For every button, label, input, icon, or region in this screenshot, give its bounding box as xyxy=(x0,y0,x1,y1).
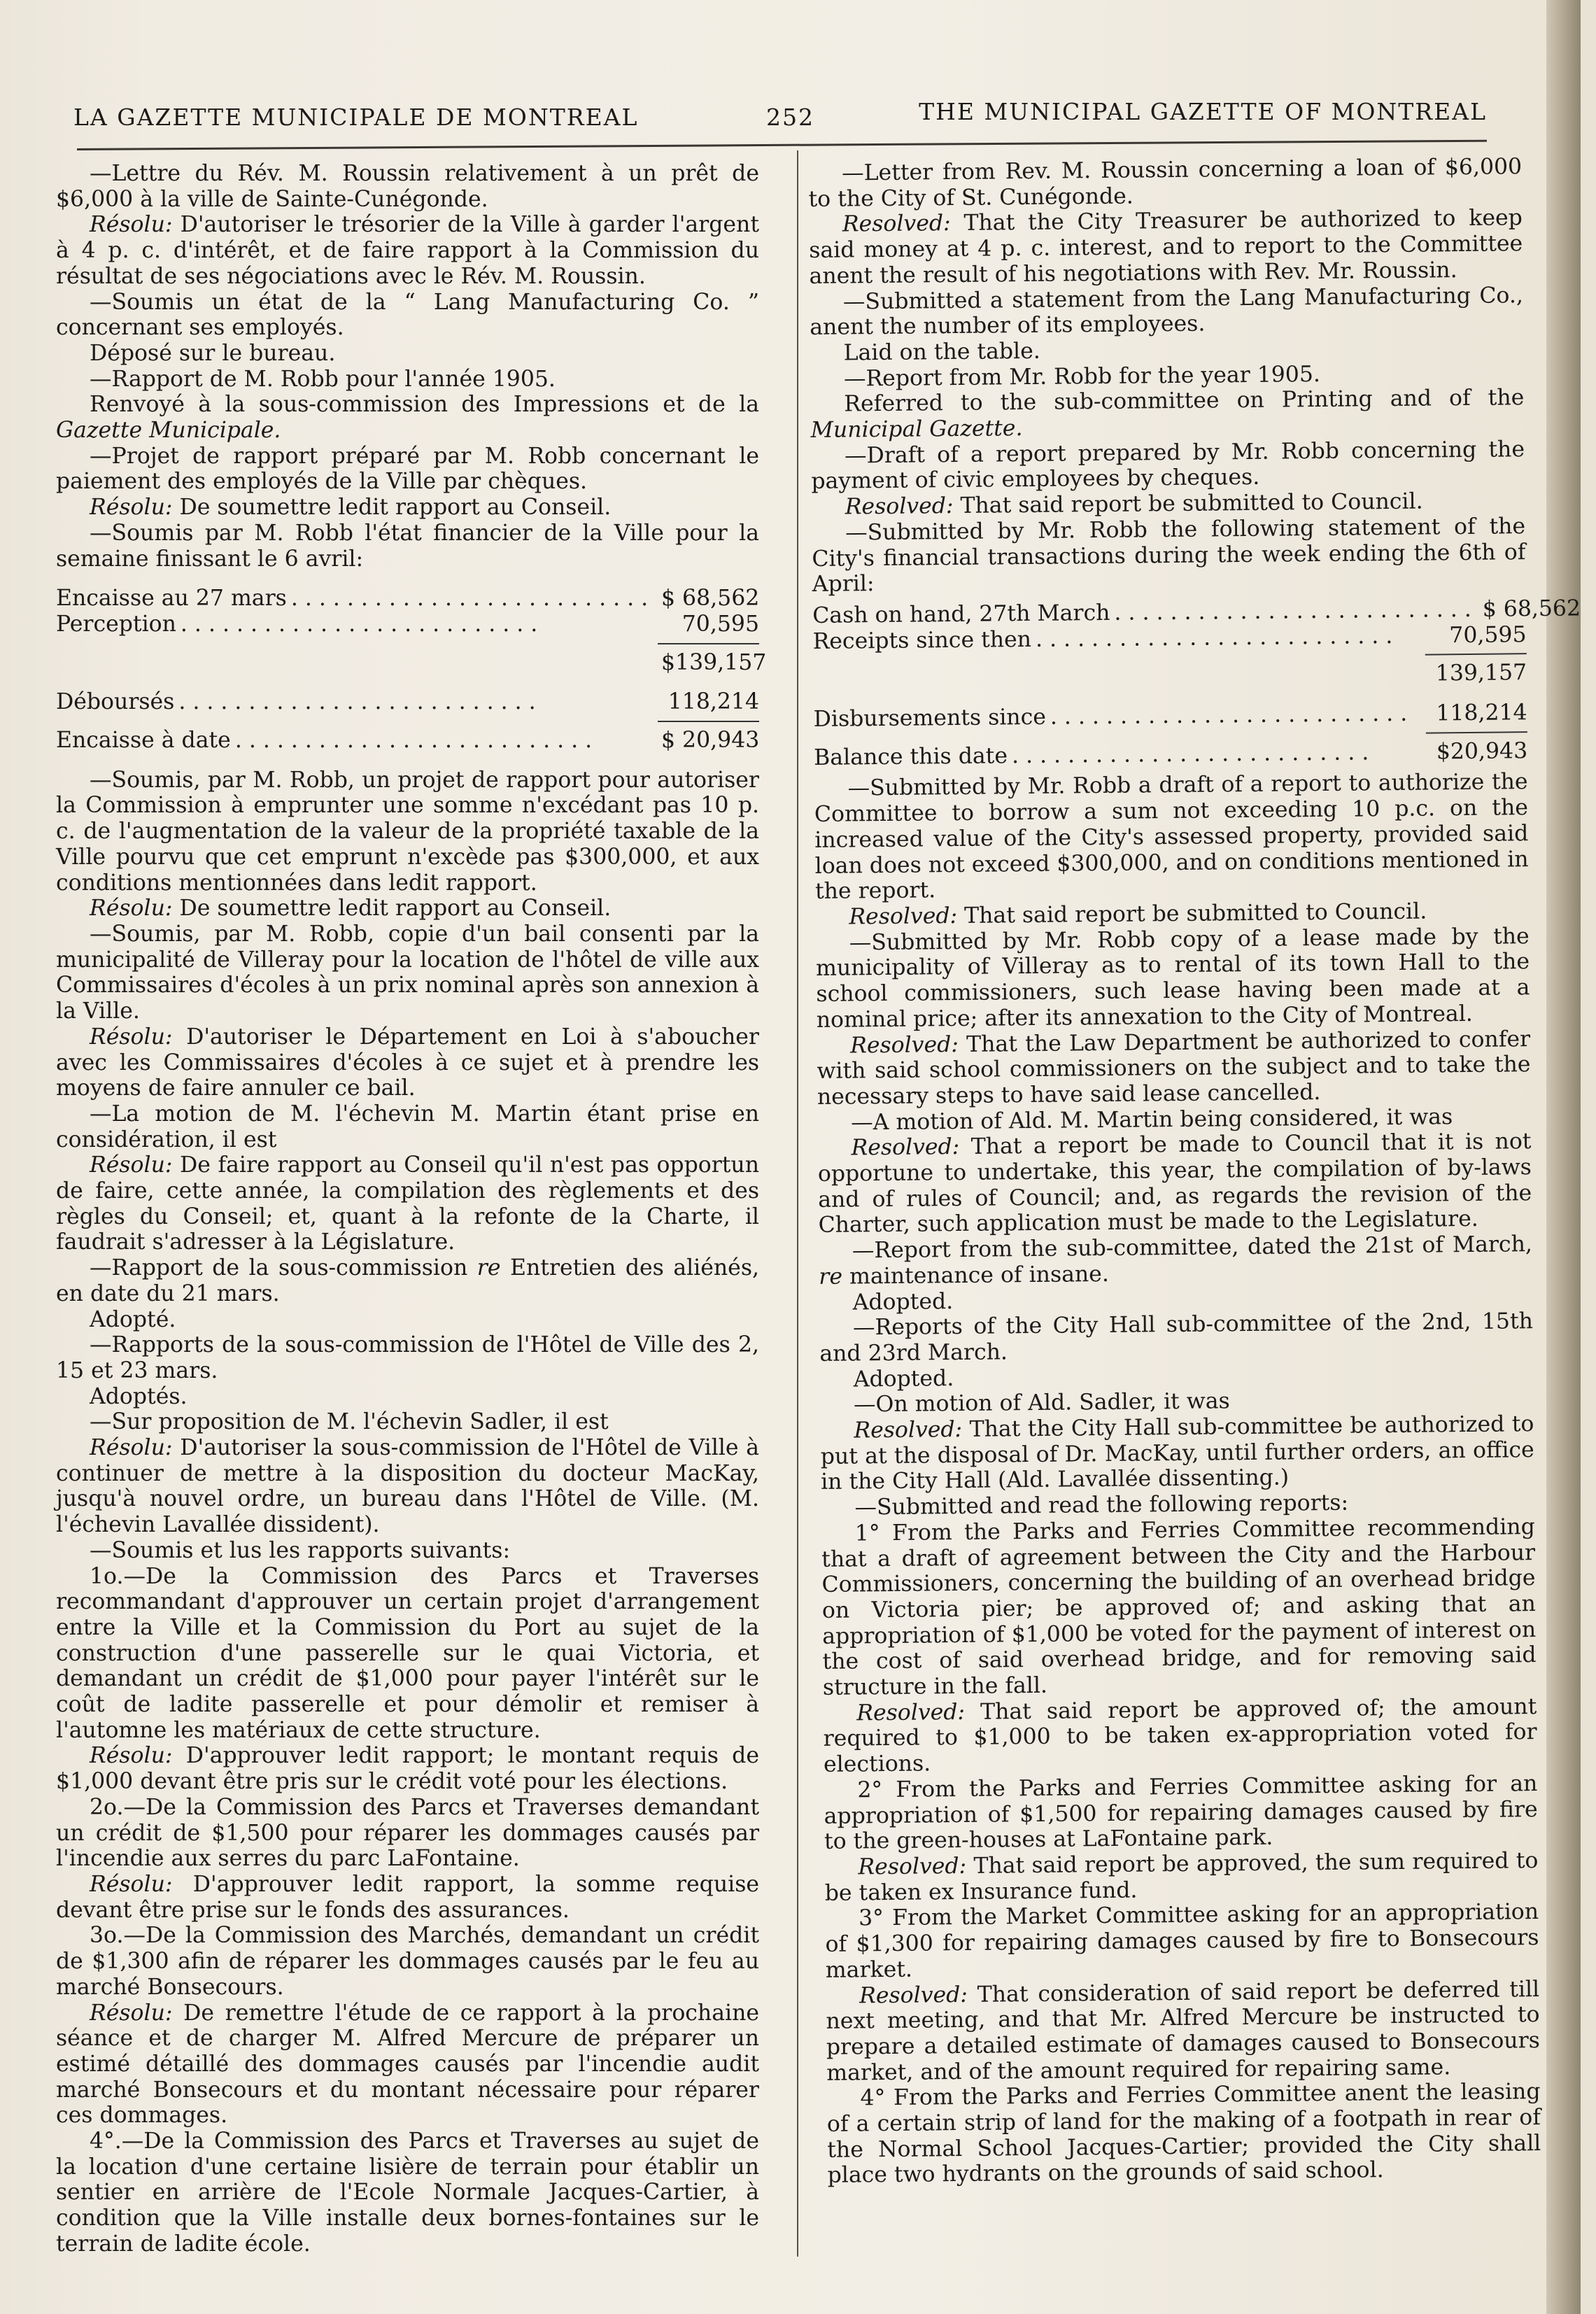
paragraph: —On motion of Ald. Sadler, it was xyxy=(853,1388,1230,1418)
resolution-label: Resolved: xyxy=(859,1982,968,2008)
statement-amount: $ 68,562 xyxy=(661,586,760,612)
paragraph-text: Referred to the sub-committee on Printing and of the xyxy=(844,385,1525,417)
leader-dots: .......................... xyxy=(1114,596,1478,626)
resolution-label: Résolu: xyxy=(90,1024,173,1050)
resolution-text: That the Law Department be authorized to confer with said school commissioners on the subject and to take the necessary steps to have said lease cancelled. xyxy=(817,1026,1531,1110)
paragraph: —Soumis, par M. Robb, un projet de rapport pour autoriser la Commission à emprunter une somme n'excédant pas 10 p. c. de l'augmentation de la valeur de la propriété taxable de la Ville pourvu que cet emprunt n'excède pas $300,000, et aux conditions mentionnées dans ledit rapport. xyxy=(56,767,759,896)
resolution-text: That the City Hall sub-committee be authorized to put at the disposal of Dr. MacKay, until further orders, an office in the City Hall (Ald. Lavallée dissenting.) xyxy=(820,1411,1534,1495)
resolution xyxy=(56,2001,759,2129)
statement-row xyxy=(56,728,759,754)
resolution-label: Resolved: xyxy=(849,1031,959,1058)
paragraph: —A motion of Ald. M. Martin being considered, it was xyxy=(851,1103,1453,1136)
resolution-text: D'approuver ledit rapport, la somme requise devant être prise sur le fonds des assurances. xyxy=(56,1872,759,1923)
resolution-label: Résolu: xyxy=(90,1872,173,1897)
statement-amount: $20,943 xyxy=(1436,738,1528,765)
statement-total: $139,157 xyxy=(661,649,767,675)
paragraph: —Soumis par M. Robb l'état financier de la Ville pour la semaine finissant le 6 avril: xyxy=(56,520,759,572)
header-title-english: THE MUNICIPAL GAZETTE OF MONTREAL xyxy=(919,98,1487,125)
resolution-text: D'autoriser la sous-commission de l'Hôtel de Ville à continuer de mettre à la disposition du docteur MacKay, jusqu'à nouvel ordre, un bureau dans l'Hôtel de Ville. (M. l'échevin Lavallée dissident). xyxy=(56,1435,759,1538)
statement-label: Cash on hand, 27th March xyxy=(812,600,1110,628)
resolution-text: That said report be approved, the sum required to be taken ex Insurance fund. xyxy=(824,1848,1539,1906)
resolution xyxy=(823,1694,1537,1778)
resolution-label: Résolu: xyxy=(90,2000,173,2026)
statement-row xyxy=(56,689,759,715)
column-divider xyxy=(797,150,798,2257)
statement-amount: 118,214 xyxy=(668,689,759,715)
resolution-label: Resolved: xyxy=(858,1853,967,1880)
resolution xyxy=(824,1848,1539,1906)
resolution-label: Résolu: xyxy=(90,896,173,922)
leader-dots: .......................... xyxy=(1011,740,1376,769)
paragraph: 4° From the Parks and Ferries Committee anent the leasing of a certain strip of land for the making of a footpath in rear of the Normal School Jacques-Cartier; provided the City shall place two hydrants on the grounds of said school. xyxy=(826,2079,1541,2189)
statement-row xyxy=(56,612,759,637)
resolution xyxy=(817,1129,1532,1239)
resolution-label: Resolved: xyxy=(842,211,951,237)
paragraph: —Reports of the City Hall sub-committee of the 2nd, 15th and 23rd March. xyxy=(819,1308,1534,1367)
paragraph: Laid on the table. xyxy=(843,338,1040,366)
paragraph-text: —Rapport de la sous-commission xyxy=(90,1255,477,1281)
paragraph: —Submitted by Mr. Robb the following statement of the City's financial transactions during the week ending the 6th of April: xyxy=(812,514,1526,598)
italic-text: Gazette Municipale. xyxy=(56,418,281,444)
paragraph: —Submitted by Mr. Robb a draft of a report to authorize the Committee to borrow a sum not exceeding 10 p.c. on the increased value of the City's assessed property, provided said loan does not exceed $300,000, and on conditions mentioned in the report. xyxy=(814,769,1529,905)
paragraph: —Lettre du Rév. M. Roussin relativement à un prêt de $6,000 à la ville de Sainte-Cunégonde. xyxy=(56,161,759,212)
resolution-text: That said report be submitted to Council. xyxy=(953,488,1423,519)
page-edge xyxy=(1546,0,1581,2314)
financial-statement xyxy=(812,595,1581,770)
resolution-label: Résolu: xyxy=(90,1152,173,1178)
italic-text: re xyxy=(476,1255,501,1281)
statement-label: Déboursés xyxy=(56,689,175,715)
header-title-french: LA GAZETTE MUNICIPALE DE MONTREAL xyxy=(73,104,639,131)
financial-statement xyxy=(56,586,767,754)
paragraph-text: maintenance of insane. xyxy=(842,1261,1110,1290)
statement-row xyxy=(56,586,759,612)
paragraph: Adopted. xyxy=(853,1365,954,1392)
resolution-text: De soumettre ledit rapport au Conseil. xyxy=(172,896,612,922)
paragraph-text: —Report from the sub-committee, dated the 21st of March, xyxy=(852,1232,1533,1264)
paragraph: —Soumis et lus les rapports suivants: xyxy=(90,1537,511,1563)
paragraph: —Submitted and read the following reports: xyxy=(854,1490,1349,1521)
statement-label: Disbursements since xyxy=(813,704,1047,733)
leader-dots: .......................... xyxy=(1050,700,1415,730)
resolution xyxy=(56,1872,759,1923)
paragraph xyxy=(56,392,759,443)
paragraph-text: Renvoyé à la sous-commission des Impressions et de la xyxy=(90,392,759,418)
paragraph: 4°.—De la Commission des Parcs et Traverses au sujet de la location d'une certaine lisière de terrain pour établir un sentier en arrière de l'Ecole Normale Jacques-Cartier, à condition que la Ville installe deux bornes-fontaines sur le terrain de ladite école. xyxy=(56,2129,759,2257)
resolution xyxy=(56,212,759,289)
statement-amount: 118,214 xyxy=(1436,700,1527,726)
leader-dots: .......................... xyxy=(178,689,543,715)
resolution-text: D'approuver ledit rapport; le montant requis de $1,000 devant être pris sur le crédit voté pour les élections. xyxy=(56,1743,759,1795)
page-header xyxy=(73,98,1487,140)
statement-total: 139,157 xyxy=(1435,660,1527,686)
paragraph: 1o.—De la Commission des Parcs et Traverses recommandant d'approuver un certain projet d'arrangement entre la Ville et la Commission du Port au sujet de la construction d'une passerelle sur le quai Victoria, et demandant un crédit de $1,000 pour payer l'intérêt sur le coût de ladite passerelle et pour démolir et remiser à l'automne les matériaux de cette structure. xyxy=(56,1563,759,1743)
paragraph: Adoptés. xyxy=(90,1383,188,1409)
italic-text: re xyxy=(819,1264,843,1290)
paragraph: 2o.—De la Commission des Parcs et Traverses demandant un crédit de $1,500 pour réparer les dommages causés par l'incendie aux serres du parc LaFontaine. xyxy=(56,1794,759,1872)
resolution-label: Resolved: xyxy=(849,903,958,930)
resolution-label: Résolu: xyxy=(90,495,173,521)
statement-amount: $ 68,562 xyxy=(1482,595,1581,622)
paragraph: —Submitted a statement from the Lang Manufacturing Co., anent the number of its employees. xyxy=(810,282,1524,341)
statement-label: Balance this date xyxy=(814,743,1008,770)
resolution-text: De remettre l'étude de ce rapport à la prochaine séance et de charger M. Alfred Mercure de préparer un estimé détaillé des dommages causés par l'incendie audit marché Bonsecours et du montant nécessaire pour réparer ces dommages. xyxy=(56,2000,759,2129)
resolution-label: Resolved: xyxy=(845,493,954,520)
leader-dots: .......................... xyxy=(1035,623,1400,652)
leader-dots: .......................... xyxy=(180,611,545,637)
leader-dots: .......................... xyxy=(290,586,656,612)
paragraph: Adopté. xyxy=(90,1306,176,1332)
resolution xyxy=(817,1027,1531,1110)
statement-label: Encaisse au 27 mars xyxy=(56,586,287,612)
paragraph: —Rapport de M. Robb pour l'année 1905. xyxy=(90,366,556,392)
english-column xyxy=(808,154,1581,2189)
paragraph: —Submitted by Mr. Robb copy of a lease made by the municipality of Villeray as to rental of its town Hall to the school commissioners, such lease having been made at a nominal price; after its annexation to the City of Montreal. xyxy=(815,923,1530,1033)
resolution xyxy=(809,206,1523,290)
statement-label: Encaisse à date xyxy=(56,728,231,754)
paragraph: 2° From the Parks and Ferries Committee asking for an appropriation of $1,500 for repairing damages caused by fire to the green-houses at LaFontaine park. xyxy=(824,1770,1538,1855)
resolution xyxy=(56,495,759,521)
resolution-text: That consideration of said report be deferred till next meeting, and that Mr. Alfred Mercure be instructed to prepare a detailed estimate of damages caused to Bonsecours market, and of the amount required for repairing same. xyxy=(826,1976,1541,2086)
paragraph-text: Entretien des aliénés, en date du 21 mars. xyxy=(56,1255,759,1306)
paragraph: Adopted. xyxy=(852,1288,954,1315)
resolution-label: Resolved: xyxy=(854,1417,963,1444)
french-column xyxy=(56,161,767,2257)
statement-amount: $ 20,943 xyxy=(661,728,760,754)
resolution-text: That said report be approved of; the amount required to $1,000 to be taken ex-appropriation voted for elections. xyxy=(823,1693,1537,1778)
resolution xyxy=(826,1977,1540,2087)
resolution-text: That the City Treasurer be authorized to keep said money at 4 p. c. interest, and to report to the Committee anent the result of his negotiations with Rev. Mr. Roussin. xyxy=(809,205,1523,289)
paragraph: —Draft of a report prepared by Mr. Robb concerning the payment of civic employees by cheques. xyxy=(811,436,1525,495)
paragraph: Déposé sur le bureau. xyxy=(90,340,336,366)
resolution-label: Résolu: xyxy=(90,1435,173,1461)
leader-dots: .......................... xyxy=(234,728,600,754)
resolution-text: De soumettre ledit rapport au Conseil. xyxy=(172,495,612,521)
resolution xyxy=(820,1411,1534,1495)
statement-total-row xyxy=(56,649,767,676)
paragraph: —Letter from Rev. M. Roussin concerning a loan of $6,000 to the City of St. Cunégonde. xyxy=(808,154,1523,212)
paragraph: —La motion de M. l'échevin M. Martin étant prise en considération, il est xyxy=(56,1101,759,1152)
resolution xyxy=(56,1435,759,1538)
paragraph: —Report from Mr. Robb for the year 1905. xyxy=(843,361,1321,392)
paragraph: —Sur proposition de M. l'échevin Sadler, il est xyxy=(90,1409,609,1435)
resolution-label: Resolved: xyxy=(851,1134,960,1161)
resolution-text: That a report be made to Council that it is not opportune to undertake, this year, the compilation of by-laws and of rules of Council; and, as regards the revision of the Charter, such application must be made to the Legislature. xyxy=(817,1129,1532,1239)
paragraph: —Soumis, par M. Robb, copie d'un bail consenti par la municipalité de Villeray pour la location de l'hôtel de ville aux Commissaires d'écoles à un prix nominal après son annexion à la Ville. xyxy=(56,921,759,1024)
paragraph xyxy=(819,1232,1533,1290)
resolution xyxy=(56,1024,759,1101)
resolution-label: Résolu: xyxy=(90,1743,173,1769)
italic-text: Municipal Gazette. xyxy=(810,416,1023,444)
resolution-text: D'autoriser le trésorier de la Ville à garder l'argent à 4 p. c. d'intérêt, et de faire rapport à la Commission du résultat de ses négociations avec le Rév. M. Roussin. xyxy=(56,212,759,289)
resolution-text: D'autoriser le Département en Loi à s'aboucher avec les Commissaires d'écoles à ce sujet et à prendre les moyens de faire annuler ce bail. xyxy=(56,1024,759,1101)
page-number: 252 xyxy=(766,104,814,131)
resolution-label: Resolved: xyxy=(856,1699,966,1726)
statement-label: Receipts since then xyxy=(812,626,1032,654)
statement-label: Perception xyxy=(56,611,176,637)
resolution xyxy=(56,1743,759,1794)
paragraph: 3o.—De la Commission des Marchés, demandant un crédit de $1,300 afin de réparer les dommages causés par le feu au marché Bonsecours. xyxy=(56,1923,759,2000)
resolution xyxy=(56,896,759,922)
paragraph xyxy=(56,1255,759,1306)
paragraph: —Soumis un état de la “ Lang Manufacturing Co. ” concernant ses employés. xyxy=(56,289,759,341)
paragraph: —Rapports de la sous-commission de l'Hôtel de Ville des 2, 15 et 23 mars. xyxy=(56,1332,759,1383)
paragraph: 1° From the Parks and Ferries Committee recommending that a draft of agreement between the City and the Harbour Commissioners, concerning the building of an overhead bridge on Victoria pier; be approved of; and asking that an appropriation of $1,000 be voted for the payment of interest on the cost of said overhead bridge, and for removing said structure in the fall. xyxy=(821,1514,1537,1700)
statement-amount: 70,595 xyxy=(1449,621,1527,648)
resolution-text: That said report be submitted to Council. xyxy=(956,898,1427,929)
resolution-label: Résolu: xyxy=(90,212,173,238)
paragraph: 3° From the Market Committee asking for an appropriation of $1,300 for repairing damages caused by fire to Bonsecours market. xyxy=(825,1899,1539,1983)
resolution-text: De faire rapport au Conseil qu'il n'est pas opportun de faire, cette année, la compilation des règlements et des règles du Conseil; et, quant à la refonte de la Charte, il faudrait s'adresser à la Législature. xyxy=(56,1152,759,1255)
paragraph xyxy=(810,386,1525,444)
statement-amount: 70,595 xyxy=(682,611,759,637)
paragraph: —Projet de rapport préparé par M. Robb concernant le paiement des employés de la Ville par chèques. xyxy=(56,443,759,495)
resolution xyxy=(56,1152,759,1255)
